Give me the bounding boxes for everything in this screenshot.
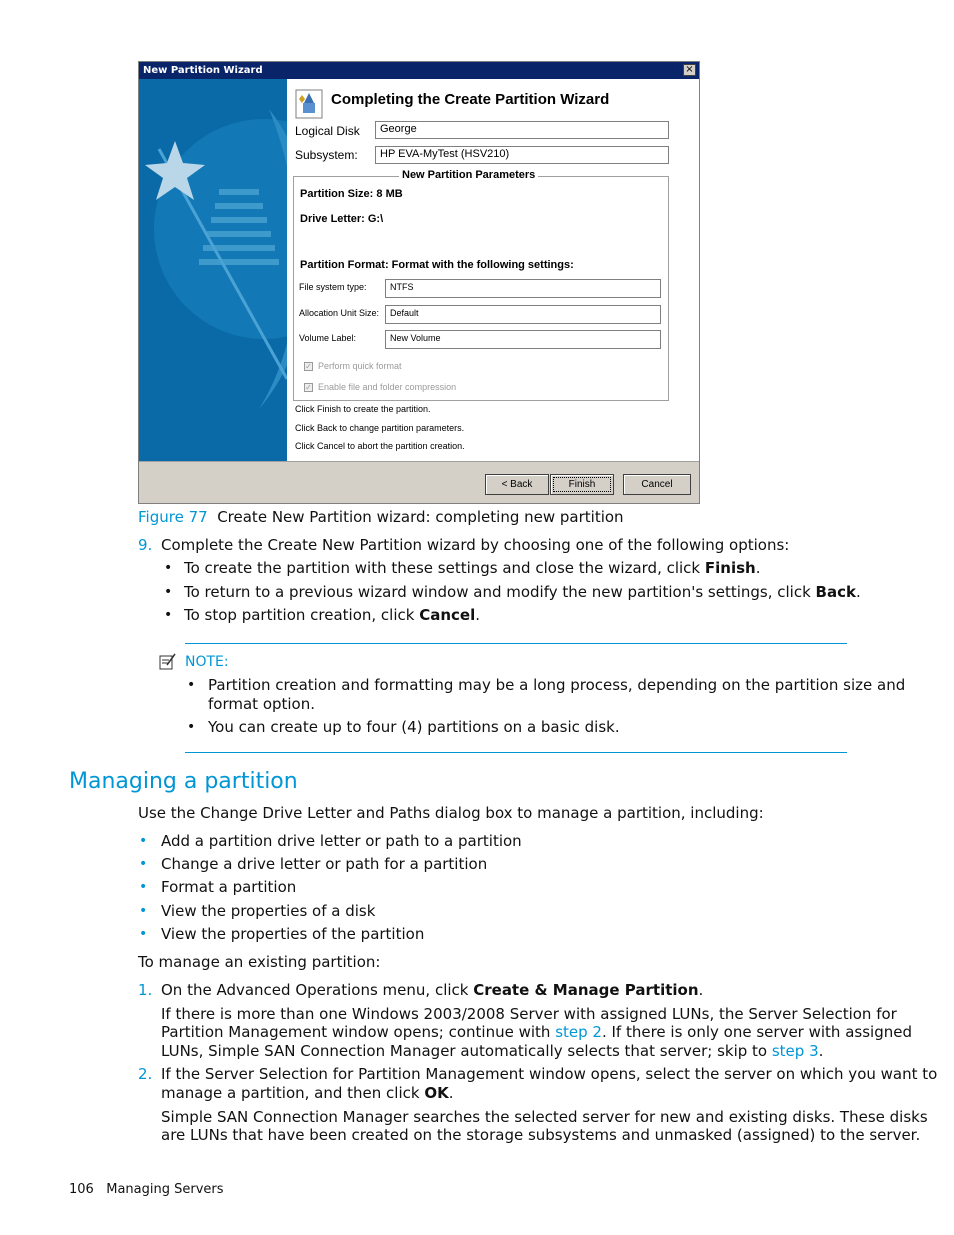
compression-label: Enable file and folder compression <box>318 382 457 392</box>
footer-section-title: Managing Servers <box>106 1182 224 1197</box>
figure-label: Figure 77 <box>138 508 208 526</box>
list-item-text: To stop partition creation, click <box>184 606 420 624</box>
step-text: On the Advanced Operations menu, click <box>161 981 474 999</box>
bullet-glyph: • <box>164 607 173 623</box>
step-1-text <box>161 981 703 1000</box>
step-1-para-line <box>161 1023 912 1042</box>
list-item-punct: . <box>855 583 861 601</box>
bullet-glyph: • <box>139 879 148 895</box>
page-number: 106 <box>69 1182 94 1197</box>
allocation-unit-field[interactable]: Default <box>385 305 661 324</box>
bullet-glyph: • <box>139 903 148 919</box>
note-item-line: Partition creation and formatting may be a long process, depending on the partition size and <box>208 676 906 694</box>
note-top-rule <box>185 643 847 644</box>
menu-emphasis: Create & Manage Partition <box>473 981 699 999</box>
bullet-glyph: • <box>187 677 196 693</box>
list-item-text: To return to a previous wizard window and modify the new partition's settings, click <box>184 583 816 601</box>
note-item-line: format option. <box>208 695 316 713</box>
partition-size-text: Partition Size: 8 MB <box>300 188 403 200</box>
cancel-emphasis: Cancel <box>419 606 476 624</box>
list-item-punct: . <box>755 559 761 577</box>
note-bottom-rule <box>185 752 847 753</box>
para-text: LUNs, Simple SAN Connection Manager automatically selects that server; skip to <box>161 1042 772 1060</box>
list-item-text: To create the partition with these settings and close the wizard, click <box>184 559 705 577</box>
quick-format-label: Perform quick format <box>318 361 402 371</box>
hint-back: Click Back to change partition parameters. <box>295 423 465 433</box>
step-2-para-line: are LUNs that have been created on the storage subsystems and unmasked (assigned) to the server. <box>161 1126 921 1144</box>
dialog-title: New Partition Wizard <box>143 65 263 76</box>
section-heading: Managing a partition <box>69 769 298 794</box>
file-system-label: File system type: <box>299 282 367 292</box>
step-2-line: If the Server Selection for Partition Management window opens, select the server on which you want to <box>161 1065 938 1083</box>
compression-checkbox[interactable]: ✓ <box>305 383 312 392</box>
close-icon[interactable]: × <box>683 64 696 76</box>
list-item: Change a drive letter or path for a partition <box>161 855 488 873</box>
list-item: View the properties of a disk <box>161 902 376 920</box>
list-item-finish <box>184 559 761 578</box>
step-punct: . <box>698 981 704 999</box>
step-9-number: 9. <box>138 536 153 554</box>
partition-format-text: Partition Format: Format with the following settings: <box>300 259 574 271</box>
page-footer <box>69 1181 224 1198</box>
figure-caption <box>138 508 624 527</box>
finish-emphasis: Finish <box>704 559 756 577</box>
dialog-button-bar <box>139 461 699 504</box>
hint-cancel: Click Cancel to abort the partition creation. <box>295 441 465 451</box>
list-item: Add a partition drive letter or path to a partition <box>161 832 522 850</box>
dialog-title-bar <box>139 62 699 79</box>
step-2-link[interactable]: step 2 <box>555 1023 602 1041</box>
back-button[interactable]: < Back <box>485 474 549 495</box>
note-label: NOTE: <box>185 654 229 670</box>
cancel-button[interactable]: Cancel <box>623 474 691 495</box>
section-intro: Use the Change Drive Letter and Paths dialog box to manage a partition, including: <box>138 804 764 822</box>
list-item: View the properties of the partition <box>161 925 425 943</box>
step-1-para-line <box>161 1042 823 1061</box>
bullet-glyph: • <box>187 719 196 735</box>
bullet-glyph: • <box>139 856 148 872</box>
list-item: Format a partition <box>161 878 297 896</box>
list-item-cancel <box>184 606 480 625</box>
note-item: You can create up to four (4) partitions on a basic disk. <box>208 718 620 736</box>
wizard-star-icon <box>139 79 287 461</box>
step-text: manage a partition, and then click <box>161 1084 425 1102</box>
logical-disk-field[interactable]: George <box>375 121 669 139</box>
wizard-header: Completing the Create Partition Wizard <box>331 91 610 108</box>
para-text: . <box>818 1042 824 1060</box>
wizard-side-art <box>139 79 287 461</box>
subsystem-field[interactable]: HP EVA-MyTest (HSV210) <box>375 146 669 164</box>
list-item-punct: . <box>475 606 481 624</box>
wizard-icon <box>295 89 323 119</box>
procedure-lead: To manage an existing partition: <box>138 953 381 971</box>
subsystem-label: Subsystem: <box>295 148 358 162</box>
para-text: . If there is only one server with assigned <box>601 1023 912 1041</box>
ok-emphasis: OK <box>424 1084 449 1102</box>
allocation-unit-label: Allocation Unit Size: <box>299 308 380 318</box>
step-punct: . <box>448 1084 454 1102</box>
wizard-content <box>287 79 699 461</box>
list-item-back <box>184 583 861 602</box>
step-2-para-line: Simple SAN Connection Manager searches the selected server for new and existing disks. These disks <box>161 1108 928 1126</box>
quick-format-checkbox[interactable]: ✓ <box>305 362 312 371</box>
drive-letter-text: Drive Letter: G:\ <box>300 213 384 225</box>
step-9-text: Complete the Create New Partition wizard by choosing one of the following options: <box>161 536 790 554</box>
file-system-field[interactable]: NTFS <box>385 279 661 298</box>
logical-disk-label: Logical Disk <box>295 124 360 138</box>
volume-label-label: Volume Label: <box>299 333 357 343</box>
finish-button[interactable]: Finish <box>550 474 614 495</box>
bullet-glyph: • <box>139 926 148 942</box>
step-3-link[interactable]: step 3 <box>771 1042 819 1060</box>
bullet-glyph: • <box>164 560 173 576</box>
figure-caption-text: Create New Partition wizard: completing new partition <box>217 508 624 526</box>
step-1-para-line: If there is more than one Windows 2003/2008 Server with assigned LUNs, the Server Selection for <box>161 1005 897 1023</box>
step-1-number: 1. <box>138 981 153 999</box>
para-text: Partition Management window opens; continue with <box>161 1023 556 1041</box>
bullet-glyph: • <box>139 833 148 849</box>
step-2-line <box>161 1084 454 1103</box>
volume-label-field[interactable]: New Volume <box>385 330 661 349</box>
step-2-number: 2. <box>138 1065 153 1083</box>
note-icon <box>158 653 178 671</box>
bullet-glyph: • <box>164 584 173 600</box>
group-title: New Partition Parameters <box>399 169 538 181</box>
back-emphasis: Back <box>815 583 856 601</box>
hint-finish: Click Finish to create the partition. <box>295 404 431 414</box>
new-partition-wizard-screenshot <box>138 61 700 504</box>
